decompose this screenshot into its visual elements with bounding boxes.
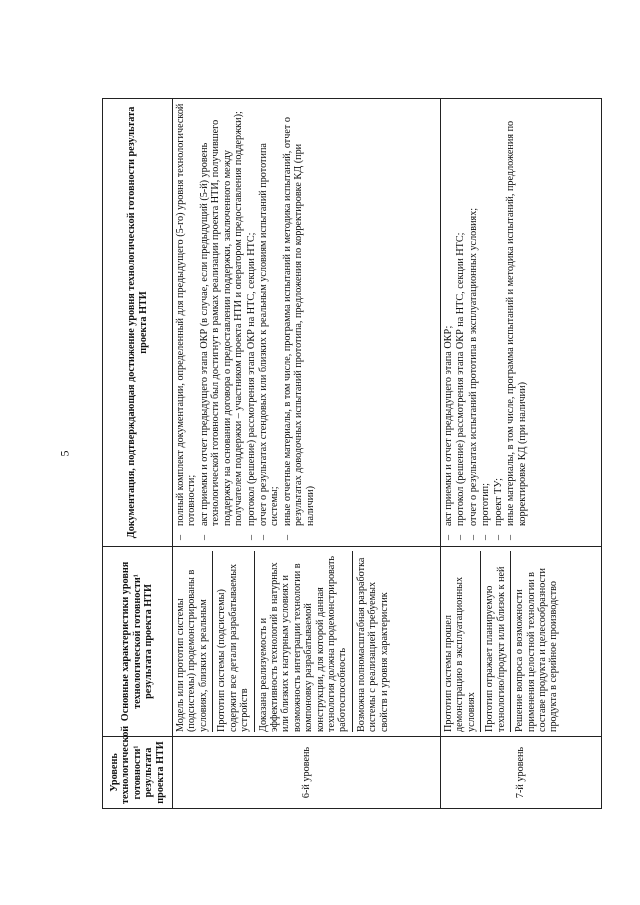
characteristic-item: Прототип отражает планируемую технологию/продукт или близок к ней	[484, 551, 511, 732]
documents-list	[175, 103, 316, 542]
characteristic-item: Модель или прототип системы (подсистемы) продемонстрированы в условиях, близких к реальным	[175, 551, 213, 732]
characteristics-cell	[441, 547, 602, 737]
document-item: – иные отчетные материалы, в том числе, программа испытаний и методика испытаний, отчет о результатах доводочных испытаний прототипа, предложения по корректировке КД (при наличии)	[282, 103, 316, 542]
document-item: – акт приемки и отчет предыдущего этапа ОКР;	[443, 103, 454, 542]
document-item: – протокол (решение) рассмотрения этапа ОКР на НТС, секции НТС;	[455, 103, 466, 542]
trl-table	[102, 98, 602, 809]
document-item: – отчет о результатах испытаний прототипа в эксплуатационных условиях;	[468, 103, 479, 542]
table-row-level-7	[441, 99, 602, 809]
document-item: – отчет о результатах стендовых или близких к реальным условиям испытаний прототипа системы;	[258, 103, 281, 542]
table-header-row	[103, 99, 173, 809]
rotated-table-container	[102, 99, 602, 809]
header-characteristics: Основные характеристики уровня технологической готовности¹ результата проекта НТИ	[103, 547, 173, 737]
characteristic-item: Возможна полномасштабная разработка системы с реализацией требуемых свойств и уровня характеристик	[355, 557, 390, 732]
document-item: – протокол (решение) рассмотрения этапа ОКР на НТС, секции НТС;	[246, 103, 257, 542]
document-item: – проект ТУ;	[493, 103, 504, 542]
documents-cell	[441, 99, 602, 547]
document-item: – прототип;	[480, 103, 491, 542]
header-documents: Документация, подтверждающая достижение уровня технологической готовности результата проекта НТИ	[103, 99, 173, 547]
document-item: – полный комплект документации, определенный для предыдущего (5-го) уровня технологической готовности;	[175, 103, 198, 542]
level-cell: 7-й уровень	[441, 737, 602, 809]
characteristics-cell	[173, 547, 441, 737]
level-cell: 6-й уровень	[173, 737, 441, 809]
characteristic-item: Прототип системы (подсистемы) содержит все детали разрабатываемых устройств	[216, 551, 254, 732]
header-level: Уровень технологической готовности¹ результата проекта НТИ	[103, 737, 173, 809]
table-row-level-6	[173, 99, 441, 809]
documents-list	[443, 103, 528, 542]
characteristic-item: Прототип системы прошел демонстрацию в эксплуатационных условиях	[443, 551, 481, 732]
document-item: – иные материалы, в том числе, программа испытаний и методика испытаний, предложения по корректировке КД (при наличии)	[505, 103, 528, 542]
characteristic-item: Доказана реализуемость и эффективность технологий в натурных или близких к натурным условиях и возможность интеграции технологии в компоновку разрабатываемой конструкции, для которой данная технология должна продемонстрировать работоспособность	[258, 551, 353, 732]
characteristic-item: Решение вопроса о возможности применения целостной технологии в составе продукта и целесообразности продукта в серийное производство	[514, 568, 560, 732]
page-number: 5	[57, 450, 72, 457]
documents-cell	[173, 99, 441, 547]
document-item: – акт приемки и отчет предыдущего этапа ОКР (в случае, если предыдущий (5-й) уровень технологической готовности был достигнут в рамках реализации проекта НТИ, получившего поддержку на основании договора о предоставлении поддержки, заключенного между получателем поддержки – участником проекта НТИ и оператором предоставления поддержки);	[199, 103, 245, 542]
